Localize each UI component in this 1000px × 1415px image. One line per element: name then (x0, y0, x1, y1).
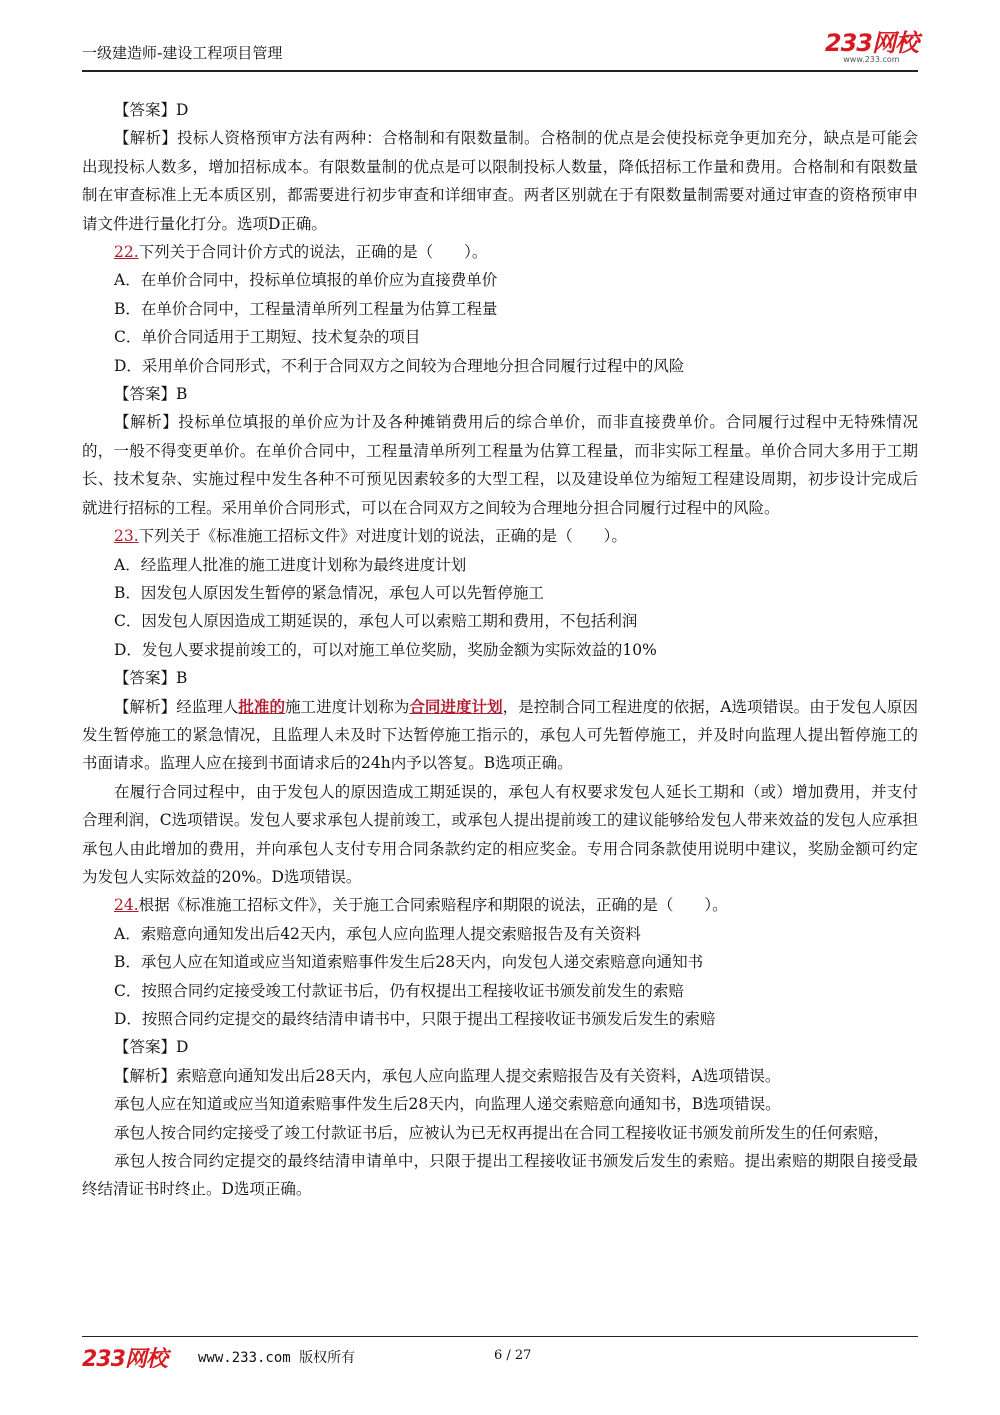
answer-option (82, 295, 918, 323)
section-label: 【解析】 (114, 697, 177, 716)
option-text: C．因发包人原因造成工期延误的，承包人可以索赔工期和费用，不包括利润 (114, 612, 638, 631)
section-text: B (176, 385, 188, 404)
section-label: 【答案】 (114, 1038, 177, 1057)
question-text: 根据《标准施工招标文件》，关于施工合同索赔程序和期限的说法，正确的是（ ）。 (138, 896, 728, 915)
answer-option (82, 352, 918, 380)
section-label: 【答案】 (114, 101, 177, 119)
brand-logo-text: 233网校 (824, 29, 918, 57)
question-number: 23. (114, 527, 139, 546)
section-text: 索赔意向通知发出后28天内，承包人应向监理人提交索赔报告及有关资料，A选项错误。 (176, 1066, 781, 1085)
option-text: A．在单价合同中，投标单位填报的单价应为直接费单价 (114, 271, 498, 290)
analysis-paragraph (82, 693, 918, 778)
section-label: 【答案】 (114, 385, 177, 404)
option-text: C．单价合同适用于工期短、技术复杂的项目 (114, 328, 421, 347)
answer-line (82, 1033, 918, 1061)
analysis-text: ，是控制合同工程进度的依据，A选项错误。由于发包人原因发生暂停施工的紧急情况，且监理人未及时下达暂停施工指示的，承包人可先暂停施工，并及时向监理人提出暂停施工的书面请求。监理人应在接到书面请求后的24h内予以答复。B选项正确。 (82, 697, 918, 773)
answer-option (82, 579, 918, 607)
highlight-term: 合同进度计划 (409, 696, 503, 716)
question-stem (82, 891, 918, 919)
body-paragraph (82, 1119, 918, 1147)
page-content (82, 96, 918, 1204)
answer-option (82, 636, 918, 664)
option-text: B．承包人应在知道或应当知道索赔事件发生后28天内，向发包人递交索赔意向通知书 (114, 953, 704, 972)
page-footer (82, 1342, 918, 1372)
highlight-term: 批准的 (238, 696, 286, 716)
page-header (82, 29, 918, 74)
brand-logo-url: www.233.com (843, 55, 900, 64)
question-text: 下列关于合同计价方式的说法，正确的是（ ）。 (138, 243, 488, 262)
footer-logo: 233网校 (82, 1347, 167, 1372)
analysis-paragraph (82, 124, 918, 238)
body-paragraph (82, 778, 918, 892)
header-divider (82, 70, 918, 72)
question-number: 22. (114, 243, 139, 262)
paragraph-text: 承包人按合同约定提交的最终结清申请单中，只限于提出工程接收证书颁发后发生的索赔。提出索赔的期限自接受最终结清证书时终止。D选项正确。 (82, 1152, 918, 1199)
question-stem (82, 522, 918, 550)
section-text: D (176, 1038, 189, 1057)
page-number: 6 / 27 (494, 1348, 532, 1363)
option-text: A．经监理人批准的施工进度计划称为最终进度计划 (114, 555, 467, 574)
question-number: 24. (114, 896, 139, 915)
section-text: D (176, 101, 189, 119)
option-text: D．采用单价合同形式，不利于合同双方之间较为合理地分担合同履行过程中的风险 (114, 356, 685, 375)
answer-option (82, 977, 918, 1005)
document-title: 一级建造师-建设工程项目管理 (82, 44, 283, 62)
section-label: 【解析】 (114, 413, 179, 432)
paragraph-text: 承包人按合同约定接受了竣工付款证书后，应被认为已无权再提出在合同工程接收证书颁发前所发生的任何索赔， (114, 1123, 890, 1142)
option-text: D．按照合同约定提交的最终结清申请书中，只限于提出工程接收证书颁发后发生的索赔 (114, 1010, 716, 1028)
footer-divider (82, 1336, 918, 1337)
answer-option (82, 920, 918, 948)
option-text: C．按照合同约定接受竣工付款证书后，仍有权提出工程接收证书颁发前发生的索赔 (114, 981, 684, 1000)
section-text: 投标人资格预审方法有两种：合格制和有限数量制。合格制的优点是会使投标竞争更加充分，缺点是可能会出现投标人数多，增加招标成本。有限数量制的优点是可以限制投标人数量，降低招标工作量和费用。合格制和有限数量制在审查标准上无本质区别，都需要进行初步审查和详细审查。两者区别就在于有限数量制需要对通过审查的资格预审申请文件进行量化打分。选项D正确。 (82, 129, 918, 233)
answer-option (82, 948, 918, 976)
answer-line (82, 96, 918, 124)
option-text: A．索赔意向通知发出后42天内，承包人应向监理人提交索赔报告及有关资料 (114, 924, 641, 943)
section-text: 投标单位填报的单价应为计及各种摊销费用后的综合单价，而非直接费单价。合同履行过程中无特殊情况的，一般不得变更单价。在单价合同中，工程量清单所列工程量为估算工程量，而非实际工程量。单价合同大多用于工期长、技术复杂、实施过程中发生各种不可预见因素较多的大型工程，以及建设单位为缩短工程建设周期，初步设计完成后就进行招标的工程。采用单价合同形式，可以在合同双方之间较为合理地分担合同履行过程中的风险。 (82, 413, 918, 517)
section-label: 【解析】 (114, 129, 178, 148)
answer-option (82, 607, 918, 635)
option-text: B．因发包人原因发生暂停的紧急情况，承包人可以先暂停施工 (114, 583, 544, 602)
analysis-paragraph (82, 408, 918, 522)
paragraph-text: 在履行合同过程中，由于发包人的原因造成工期延误的，承包人有权要求发包人延长工期和（或）增加费用，并支付合理利润，C选项错误。发包人要求承包人提前竣工，或承包人提出提前竣工的建议能够给发包人带来效益的发包人应承担承包人由此增加的费用，并向承包人支付专用合同条款约定的相应奖金。专用合同条款使用说明中建议，奖励金额可约定为发包人实际效益的20%。D选项错误。 (82, 782, 918, 886)
question-stem (82, 238, 918, 266)
answer-option (82, 551, 918, 579)
paragraph-text: 承包人应在知道或应当知道索赔事件发生后28天内，向监理人递交索赔意向通知书，B选项错误。 (114, 1095, 781, 1114)
analysis-text: 施工进度计划称为 (285, 697, 410, 716)
analysis-paragraph (82, 1062, 918, 1090)
section-text: B (176, 669, 188, 688)
body-paragraph (82, 1147, 918, 1204)
option-text: B．在单价合同中，工程量清单所列工程量为估算工程量 (114, 299, 498, 318)
question-text: 下列关于《标准施工招标文件》对进度计划的说法，正确的是（ ）。 (138, 527, 627, 546)
section-label: 【解析】 (114, 1066, 177, 1085)
answer-option (82, 1005, 918, 1033)
footer-copyright: www.233.com 版权所有 (198, 1350, 356, 1366)
option-text: D．发包人要求提前竣工的，可以对施工单位奖励，奖励金额为实际效益的10% (114, 640, 657, 659)
answer-option (82, 323, 918, 351)
analysis-text: 经监理人 (176, 697, 239, 716)
body-paragraph (82, 1090, 918, 1118)
answer-line (82, 664, 918, 692)
section-label: 【答案】 (114, 669, 177, 688)
answer-line (82, 380, 918, 408)
answer-option (82, 266, 918, 294)
brand-logo (825, 30, 918, 64)
